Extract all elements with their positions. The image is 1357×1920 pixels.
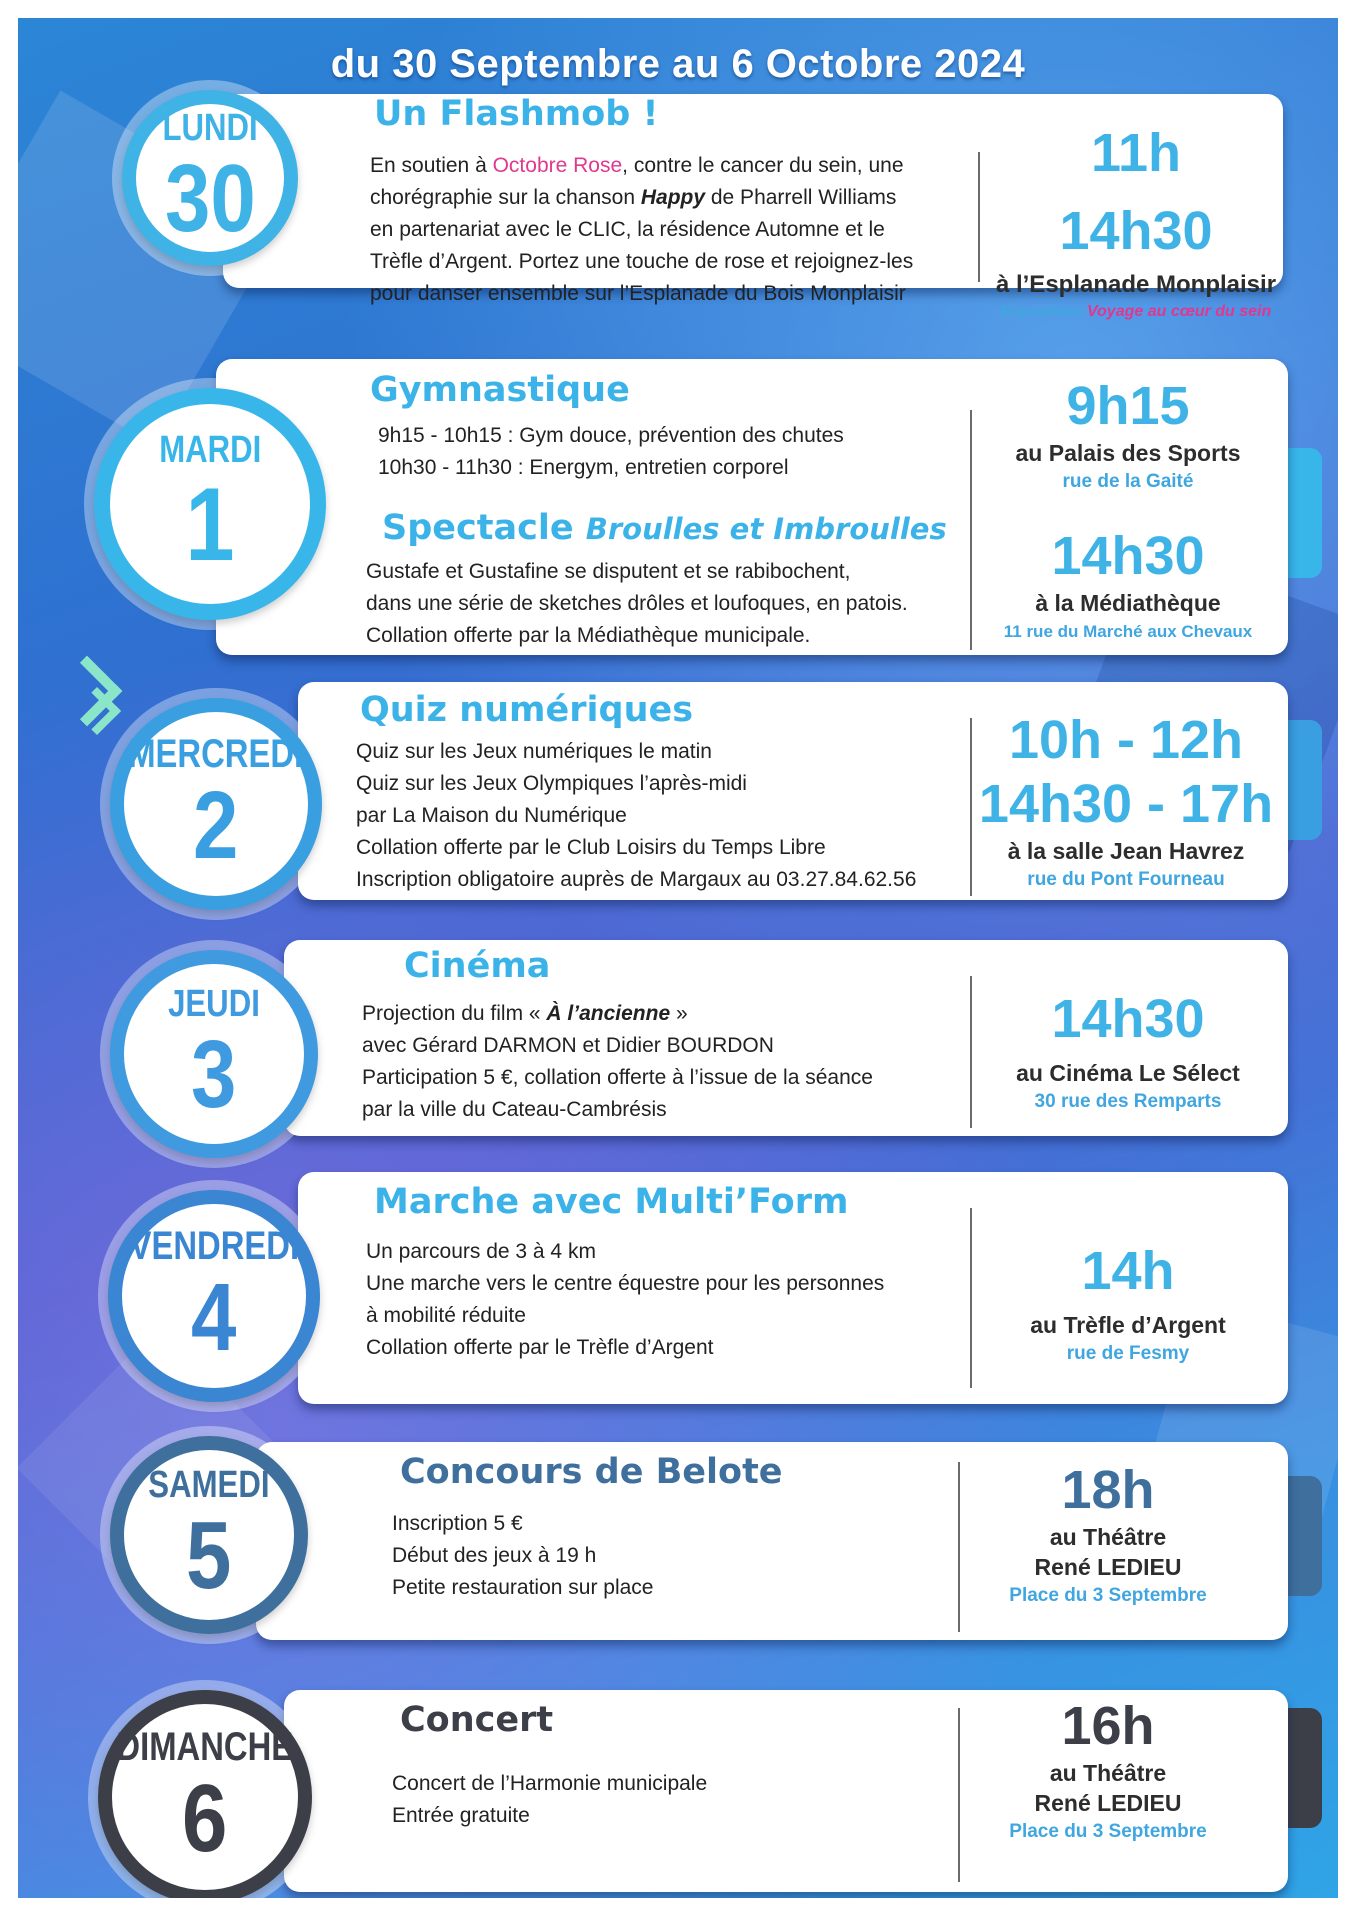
event-description: Un parcours de 3 à 4 km Une marche vers le centre équestre pour les personnes à mobilité réduite Collation offerte par le Trèfle d’Argent xyxy=(366,1240,885,1359)
day-number: 30 xyxy=(164,145,256,252)
divider xyxy=(978,152,980,282)
event-time: 14h xyxy=(1081,1241,1175,1301)
day-badge-lundi xyxy=(122,90,298,266)
event-place: à la salle Jean Havrez xyxy=(1007,838,1245,864)
event-place: au Trèfle d’Argent xyxy=(1030,1312,1226,1338)
event-schedule xyxy=(978,980,1278,1116)
poster xyxy=(18,18,1338,1898)
day-badge-mercredi xyxy=(110,698,322,910)
event-time: 10h - 12h xyxy=(1008,710,1244,770)
event-place: au Théâtre xyxy=(1049,1760,1167,1786)
day-name: MARDI xyxy=(158,429,262,471)
event-place: au Théâtre xyxy=(1049,1524,1167,1550)
day-badge-vendredi xyxy=(108,1190,320,1402)
event-street: 11 rue du Marché aux Chevaux xyxy=(1003,622,1253,641)
highlight-text: Octobre Rose xyxy=(492,154,623,177)
day-number: 5 xyxy=(186,1502,232,1609)
event-street: rue de Fesmy xyxy=(1066,1343,1190,1364)
event-street: rue du Pont Fourneau xyxy=(1027,869,1225,890)
event-schedule xyxy=(958,1694,1258,1846)
event-street: 30 rue des Remparts xyxy=(1034,1091,1222,1112)
event-schedule xyxy=(986,114,1286,324)
event-time: 11h xyxy=(1090,123,1182,183)
event-title: Marche avec Multi’Form xyxy=(374,1182,849,1222)
day-name: JEUDI xyxy=(168,983,260,1025)
event-description: Inscription 5 € Début des jeux à 19 h Petite restauration sur place xyxy=(392,1512,654,1599)
day-name: DIMANCHE xyxy=(116,1725,294,1769)
event-place: à la Médiathèque xyxy=(1035,590,1221,616)
event-description: Projection du film « À l’ancienne » avec Gérard DARMON et Didier BOURDON Participation 5 €, collation offerte à l’issue de la séance par la ville du Cateau-Cambrésis xyxy=(362,1002,873,1121)
event-schedule xyxy=(978,524,1278,646)
day-name: MERCREDI xyxy=(128,732,304,776)
event-street: rue de la Gaité xyxy=(1062,471,1194,492)
event-time: 14h30 xyxy=(1051,989,1205,1049)
event-time: 18h xyxy=(1061,1460,1155,1520)
event-place: à l’Esplanade Monplaisir xyxy=(995,271,1277,298)
event-place: au Cinéma Le Sélect xyxy=(1016,1060,1240,1086)
day-number: 3 xyxy=(191,1021,237,1128)
day-name: LUNDI xyxy=(162,107,258,149)
day-badge-jeudi xyxy=(110,950,318,1158)
event-schedule xyxy=(976,708,1276,894)
show-title: Broulles et Imbroulles xyxy=(585,512,947,546)
event-description: Gustafe et Gustafine se disputent et se rabibochent, dans une série de sketches drôles et loufoques, en patois. Collation offerte par la Médiathèque municipale. xyxy=(366,560,908,647)
day-number: 6 xyxy=(182,1765,228,1872)
event-schedule xyxy=(978,1232,1278,1368)
event-time: 14h30 xyxy=(1059,201,1213,261)
event-time: 14h30 - 17h xyxy=(978,774,1274,834)
event-description: Concert de l’Harmonie municipale Entrée gratuite xyxy=(392,1772,708,1827)
event-title: Quiz numériques xyxy=(360,690,694,730)
day-badge-dimanche xyxy=(98,1690,312,1898)
day-name: SAMEDI xyxy=(148,1464,270,1506)
event-street: Place du 3 Septembre xyxy=(1009,1585,1207,1606)
divider xyxy=(970,410,972,650)
divider xyxy=(970,718,972,896)
event-place: au Palais des Sports xyxy=(1015,440,1241,466)
event-street: Place du 3 Septembre xyxy=(1009,1821,1207,1842)
event-title: Concours de Belote xyxy=(400,1452,783,1492)
event-time: 9h15 xyxy=(1066,376,1190,436)
divider xyxy=(970,1208,972,1388)
event-title: Un Flashmob ! xyxy=(374,94,659,134)
day-number: 2 xyxy=(193,772,239,879)
film-title: À l’ancienne xyxy=(546,1002,671,1025)
event-description: En soutien à Octobre Rose, contre le cancer du sein, une chorégraphie sur la chanson Happy de Pharrell Williams en partenariat avec le CLIC, la résidence Automne et le Trèfle d’Argent. Portez une touche de rose et rejoignez-les pour danser ensemble sur l’Esplanade du Bois Monplaisir xyxy=(370,154,914,305)
event-place: René LEDIEU xyxy=(1034,1554,1182,1580)
song-title: Happy xyxy=(640,186,706,209)
event-time: 16h xyxy=(1061,1696,1155,1756)
event-schedule xyxy=(978,374,1278,496)
day-name: VENDREDI xyxy=(129,1224,299,1268)
event-title: Concert xyxy=(400,1700,554,1740)
event-place: René LEDIEU xyxy=(1034,1790,1182,1816)
day-number: 4 xyxy=(191,1264,237,1371)
event-title: Gymnastique xyxy=(370,370,630,410)
exhibition-note: Exposition Voyage au cœur du sein xyxy=(1000,303,1272,320)
event-time: 14h30 xyxy=(1051,526,1205,586)
event-description: 9h15 - 10h15 : Gym douce, prévention des chutes 10h30 - 11h30 : Energym, entretien corporel xyxy=(378,424,844,479)
poster-title: du 30 Septembre au 6 Octobre 2024 xyxy=(330,42,1026,86)
day-badge-mardi xyxy=(94,388,326,620)
event-schedule xyxy=(958,1458,1258,1610)
event-description: Quiz sur les Jeux numériques le matin Quiz sur les Jeux Olympiques l’après-midi par La Maison du Numérique Collation offerte par le Club Loisirs du Temps Libre Inscription obligatoire auprès de Margaux au 03.27.84.62.56 xyxy=(356,740,917,891)
event-title: Spectacle Broulles et Imbroulles xyxy=(382,508,947,548)
event-title: Cinéma xyxy=(404,946,551,986)
day-number: 1 xyxy=(185,467,235,583)
day-badge-samedi xyxy=(110,1436,308,1634)
divider xyxy=(970,976,972,1128)
